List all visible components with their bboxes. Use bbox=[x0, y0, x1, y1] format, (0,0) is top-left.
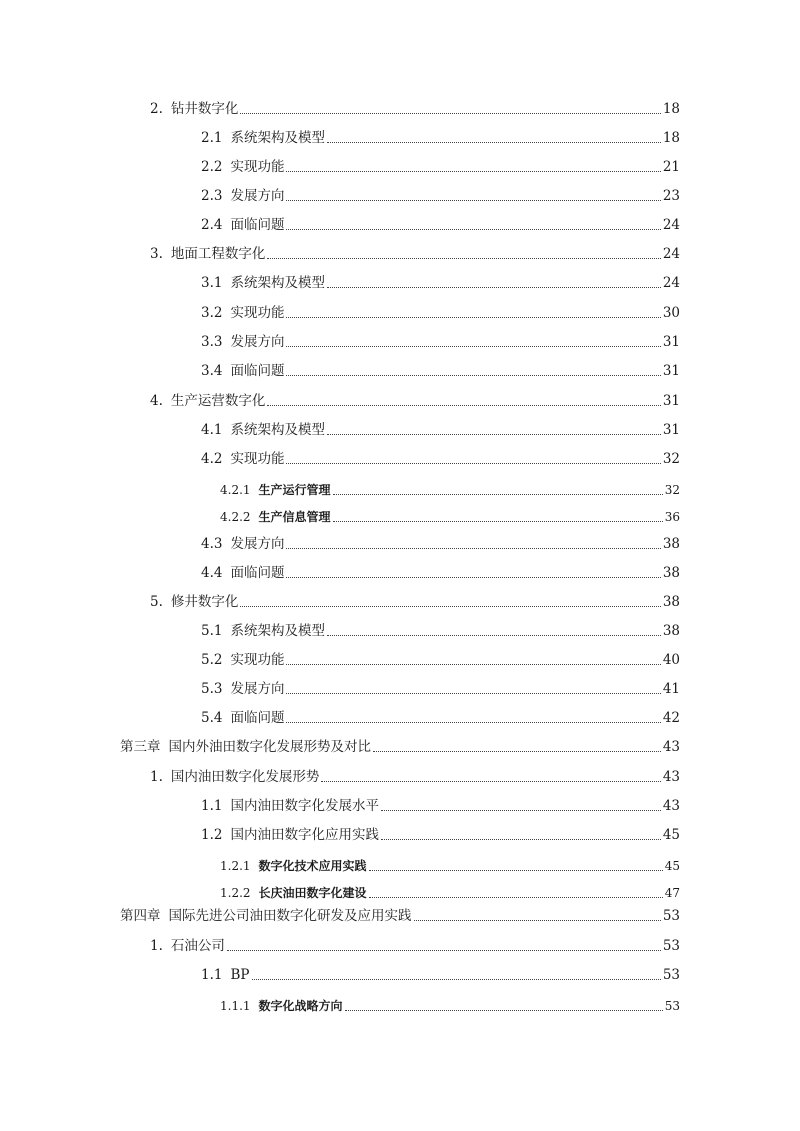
toc-entry-page-number: 32 bbox=[662, 451, 680, 467]
toc-entry[interactable] bbox=[201, 680, 680, 698]
toc-entry-page-number: 47 bbox=[664, 886, 680, 900]
toc-entry-title: 国内油田数字化应用实践 bbox=[230, 827, 379, 843]
toc-entry-number: 5.3 bbox=[201, 681, 223, 697]
toc-entry-page-number: 24 bbox=[662, 246, 680, 262]
toc-entry-title: 实现功能 bbox=[230, 652, 285, 668]
toc-entry[interactable] bbox=[201, 274, 680, 292]
toc-entry-page-number: 30 bbox=[662, 305, 680, 321]
toc-entry-page-number: 53 bbox=[662, 967, 680, 983]
toc-entry-title: 系统架构及模型 bbox=[230, 422, 325, 438]
toc-entry[interactable] bbox=[150, 593, 680, 611]
toc-entry-page-number: 24 bbox=[662, 217, 680, 233]
toc-entry-title: 面临问题 bbox=[230, 565, 285, 581]
toc-entry[interactable] bbox=[201, 333, 680, 351]
toc-entry-number: 1.2.2 bbox=[220, 886, 251, 900]
toc-entry[interactable] bbox=[201, 564, 680, 582]
toc-entry-title: 国内外油田数字化发展形势及对比 bbox=[168, 739, 371, 755]
dot-leader bbox=[327, 434, 661, 435]
dot-leader bbox=[286, 693, 660, 694]
toc-entry[interactable] bbox=[201, 304, 680, 322]
toc-entry-number: 4.2.2 bbox=[220, 510, 251, 524]
toc-entry-page-number: 31 bbox=[662, 422, 680, 438]
dot-leader bbox=[227, 950, 661, 951]
dot-leader bbox=[369, 897, 663, 898]
toc-entry-number: 4.1 bbox=[201, 422, 223, 438]
toc-entry-title: 实现功能 bbox=[230, 305, 285, 321]
toc-entry-number: 第四章 bbox=[120, 908, 161, 924]
toc-entry[interactable] bbox=[201, 651, 680, 669]
dot-leader bbox=[267, 405, 660, 406]
toc-entry[interactable] bbox=[120, 738, 680, 756]
dot-leader bbox=[286, 375, 660, 376]
dot-leader bbox=[286, 722, 660, 723]
toc-entry[interactable] bbox=[201, 826, 680, 844]
toc-entry-page-number: 36 bbox=[664, 510, 680, 524]
dot-leader bbox=[286, 171, 660, 172]
toc-entry-title: 修井数字化 bbox=[170, 594, 239, 610]
toc-entry-page-number: 18 bbox=[662, 101, 680, 117]
dot-leader bbox=[240, 606, 660, 607]
dot-leader bbox=[414, 920, 661, 921]
toc-entry-page-number: 38 bbox=[662, 565, 680, 581]
dot-leader bbox=[286, 317, 660, 318]
dot-leader bbox=[252, 979, 661, 980]
toc-entry-page-number: 43 bbox=[662, 769, 680, 785]
toc-entry-title: 发展方向 bbox=[230, 188, 285, 204]
toc-entry-title: 发展方向 bbox=[230, 536, 285, 552]
toc-entry-page-number: 31 bbox=[662, 363, 680, 379]
toc-entry-page-number: 23 bbox=[662, 188, 680, 204]
toc-entry[interactable] bbox=[201, 450, 680, 468]
toc-entry-number: 2.2 bbox=[201, 159, 223, 175]
dot-leader bbox=[286, 664, 660, 665]
dot-leader bbox=[327, 635, 661, 636]
dot-leader bbox=[327, 142, 661, 143]
toc-entry-number: 5. bbox=[150, 594, 163, 610]
dot-leader bbox=[333, 521, 663, 522]
toc-entry[interactable] bbox=[220, 481, 680, 499]
dot-leader bbox=[240, 113, 660, 114]
toc-entry-page-number: 42 bbox=[662, 710, 680, 726]
toc-entry-page-number: 21 bbox=[662, 159, 680, 175]
toc-entry-number: 5.2 bbox=[201, 652, 223, 668]
toc-entry-number: 5.1 bbox=[201, 623, 223, 639]
toc-entry[interactable] bbox=[201, 966, 680, 984]
toc-entry-title: 发展方向 bbox=[230, 681, 285, 697]
toc-entry-number: 3. bbox=[150, 246, 163, 262]
toc-entry-page-number: 40 bbox=[662, 652, 680, 668]
toc-entry[interactable] bbox=[220, 857, 680, 875]
toc-entry-title: 国内油田数字化发展水平 bbox=[230, 798, 379, 814]
toc-entry-page-number: 31 bbox=[662, 334, 680, 350]
toc-entry-number: 1.1 bbox=[201, 798, 223, 814]
toc-entry-number: 1.2.1 bbox=[220, 859, 251, 873]
toc-entry[interactable] bbox=[220, 508, 680, 526]
dot-leader bbox=[321, 781, 660, 782]
dot-leader bbox=[286, 200, 660, 201]
toc-entry[interactable] bbox=[150, 100, 680, 118]
toc-entry-title: 石油公司 bbox=[170, 938, 225, 954]
toc-entry-title: 系统架构及模型 bbox=[230, 623, 325, 639]
toc-entry-page-number: 38 bbox=[662, 623, 680, 639]
dot-leader bbox=[286, 229, 660, 230]
toc-entry-number: 1.1.1 bbox=[220, 999, 251, 1013]
toc-entry-title: 生产信息管理 bbox=[258, 510, 331, 524]
toc-entry-page-number: 43 bbox=[662, 798, 680, 814]
toc-entry-title: BP bbox=[230, 967, 250, 983]
toc-entry[interactable] bbox=[201, 362, 680, 380]
toc-entry-page-number: 45 bbox=[664, 859, 680, 873]
dot-leader bbox=[333, 494, 663, 495]
toc-entry-title: 实现功能 bbox=[230, 451, 285, 467]
toc-entry-title: 数字化技术应用实践 bbox=[258, 859, 367, 873]
toc-entry-page-number: 53 bbox=[662, 938, 680, 954]
toc-entry[interactable] bbox=[150, 245, 680, 263]
toc-entry-title: 面临问题 bbox=[230, 217, 285, 233]
toc-entry-page-number: 31 bbox=[662, 393, 680, 409]
toc-entry-number: 2.4 bbox=[201, 217, 223, 233]
toc-entry-title: 钻井数字化 bbox=[170, 101, 239, 117]
dot-leader bbox=[327, 287, 661, 288]
toc-entry-title: 国内油田数字化发展形势 bbox=[170, 769, 320, 785]
toc-entry-number: 1. bbox=[150, 769, 163, 785]
toc-entry-page-number: 32 bbox=[664, 483, 680, 497]
toc-entry-number: 4.3 bbox=[201, 536, 223, 552]
dot-leader bbox=[381, 839, 661, 840]
toc-entry-number: 3.1 bbox=[201, 275, 223, 291]
toc-entry-title: 生产运营数字化 bbox=[170, 393, 266, 409]
toc-entry-page-number: 43 bbox=[662, 739, 680, 755]
toc-entry[interactable] bbox=[201, 187, 680, 205]
toc-entry-page-number: 38 bbox=[662, 594, 680, 610]
dot-leader bbox=[345, 1010, 663, 1011]
toc-entry-page-number: 24 bbox=[662, 275, 680, 291]
toc-entry[interactable] bbox=[150, 937, 680, 955]
toc-entry-page-number: 53 bbox=[662, 908, 680, 924]
toc-entry-page-number: 18 bbox=[662, 130, 680, 146]
toc-entry[interactable] bbox=[201, 129, 680, 147]
toc-entry-title: 地面工程数字化 bbox=[170, 246, 266, 262]
toc-entry-number: 5.4 bbox=[201, 710, 223, 726]
toc-entry-title: 系统架构及模型 bbox=[230, 130, 325, 146]
toc-entry-number: 4. bbox=[150, 393, 163, 409]
toc-entry-page-number: 53 bbox=[664, 999, 680, 1013]
dot-leader bbox=[286, 577, 660, 578]
toc-entry[interactable] bbox=[201, 622, 680, 640]
toc-entry-number: 3.3 bbox=[201, 334, 223, 350]
toc-entry-page-number: 38 bbox=[662, 536, 680, 552]
dot-leader bbox=[286, 548, 660, 549]
toc-entry[interactable] bbox=[201, 535, 680, 553]
dot-leader bbox=[373, 751, 661, 752]
toc-entry-number: 4.2.1 bbox=[220, 483, 251, 497]
toc-entry-number: 4.2 bbox=[201, 451, 223, 467]
dot-leader bbox=[267, 258, 660, 259]
dot-leader bbox=[381, 810, 661, 811]
dot-leader bbox=[286, 346, 660, 347]
toc-entry[interactable] bbox=[120, 907, 680, 925]
toc-entry-title: 国际先进公司油田数字化研发及应用实践 bbox=[168, 908, 412, 924]
toc-entry[interactable] bbox=[150, 392, 680, 410]
toc-entry[interactable] bbox=[201, 797, 680, 815]
toc-entry-title: 面临问题 bbox=[230, 363, 285, 379]
toc-entry-number: 第三章 bbox=[120, 739, 161, 755]
toc-entry[interactable] bbox=[201, 421, 680, 439]
toc-entry-title: 长庆油田数字化建设 bbox=[258, 886, 367, 900]
toc-entry-number: 2.1 bbox=[201, 130, 223, 146]
toc-entry-title: 数字化战略方向 bbox=[258, 999, 343, 1013]
toc-entry-number: 3.4 bbox=[201, 363, 223, 379]
toc-entry-title: 系统架构及模型 bbox=[230, 275, 325, 291]
toc-entry-number: 2. bbox=[150, 101, 163, 117]
toc-entry[interactable] bbox=[201, 709, 680, 727]
toc-entry[interactable] bbox=[150, 768, 680, 786]
toc-entry-title: 面临问题 bbox=[230, 710, 285, 726]
toc-entry[interactable] bbox=[220, 884, 680, 902]
toc-entry-title: 实现功能 bbox=[230, 159, 285, 175]
toc-entry-number: 1.2 bbox=[201, 827, 223, 843]
toc-entry-number: 4.4 bbox=[201, 565, 223, 581]
dot-leader bbox=[369, 870, 663, 871]
toc-entry-number: 3.2 bbox=[201, 305, 223, 321]
toc-entry[interactable] bbox=[201, 158, 680, 176]
toc-entry-number: 1.1 bbox=[201, 967, 223, 983]
toc-entry[interactable] bbox=[201, 216, 680, 234]
toc-entry-page-number: 45 bbox=[662, 827, 680, 843]
toc-entry-number: 2.3 bbox=[201, 188, 223, 204]
toc-entry-title: 生产运行管理 bbox=[258, 483, 331, 497]
dot-leader bbox=[286, 463, 660, 464]
toc-entry-title: 发展方向 bbox=[230, 334, 285, 350]
toc-entry-number: 1. bbox=[150, 938, 163, 954]
toc-entry-page-number: 41 bbox=[662, 681, 680, 697]
toc-entry[interactable] bbox=[220, 997, 680, 1015]
